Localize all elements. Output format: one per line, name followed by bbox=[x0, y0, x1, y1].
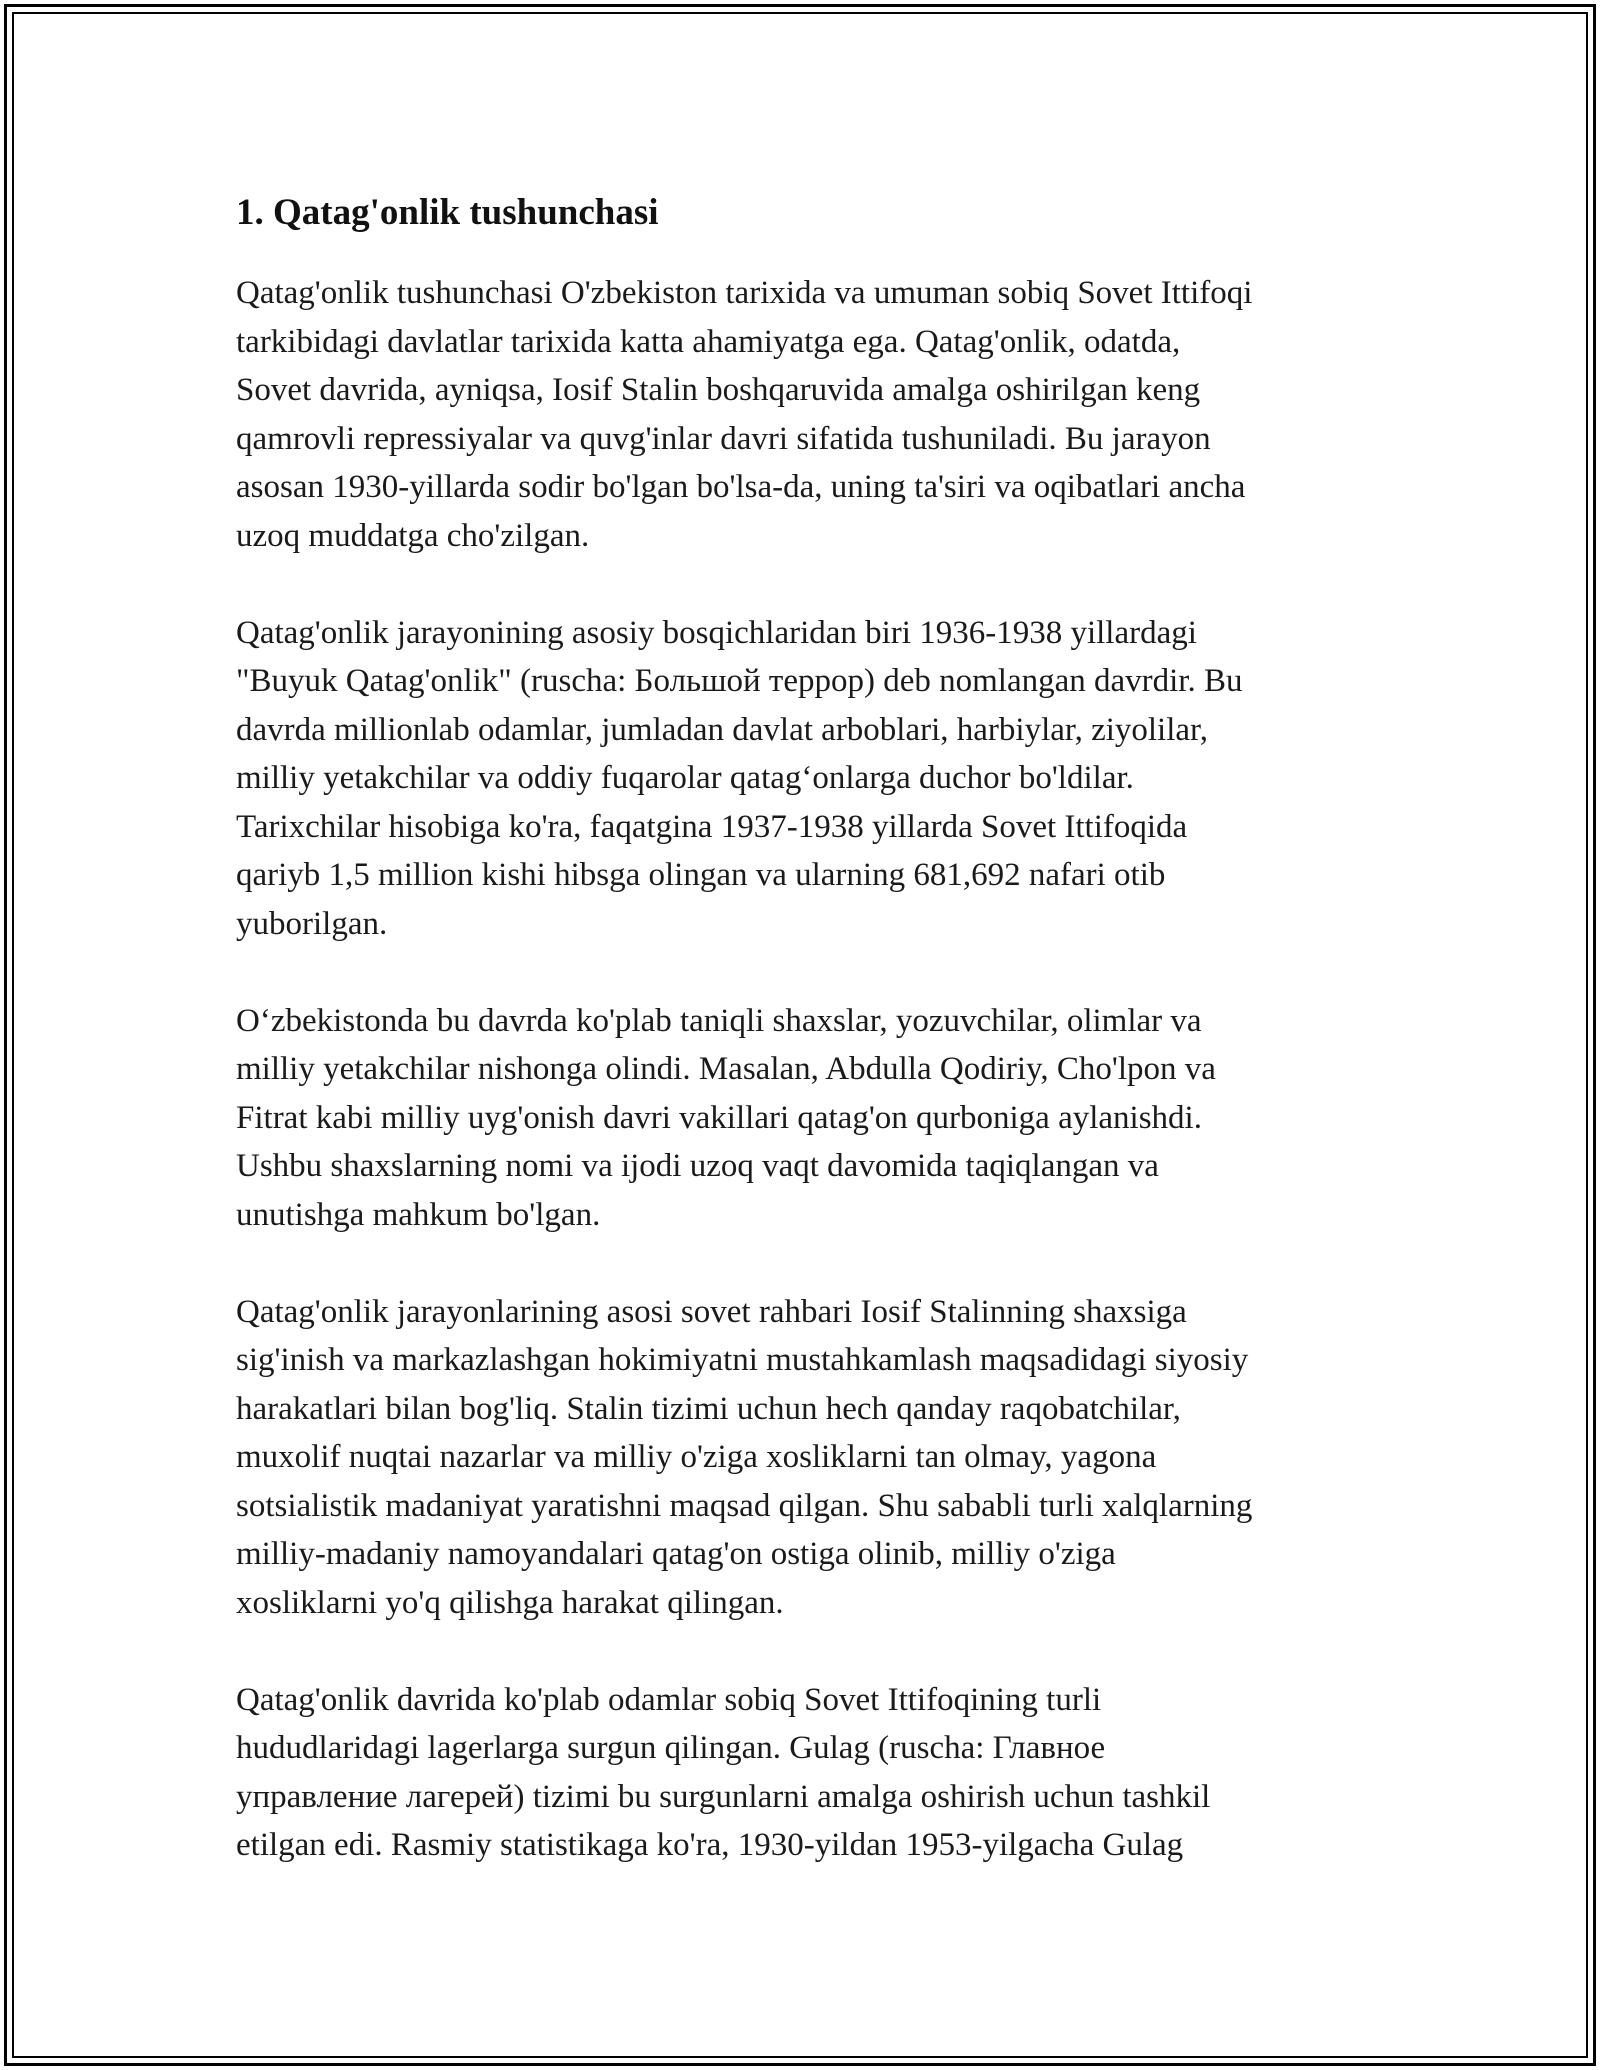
text-line: unutishga mahkum bo'lgan. bbox=[236, 1196, 601, 1233]
text-line: uzoq muddatga cho'zilgan. bbox=[236, 517, 590, 554]
text-line: Sovet davrida, ayniqsa, Iosif Stalin boshqaruvida amalga oshirilgan keng bbox=[236, 372, 1201, 408]
text-line: milliy-madaniy namoyandalari qatag'on ostiga olinib, milliy o'ziga bbox=[236, 1536, 1116, 1572]
text-line: xosliklarni yo'q qilishga harakat qilingan. bbox=[236, 1584, 784, 1621]
text-line: управление лагерей) tizimi bu surgunlarni amalga oshirish uchun tashkil bbox=[236, 1778, 1211, 1815]
text-line: qariyb 1,5 million kishi hibsga olingan va ularning 681,692 nafari otib bbox=[236, 857, 1166, 893]
text-line: Ushbu shaxslarning nomi va ijodi uzoq vaqt davomida taqiqlangan va bbox=[236, 1148, 1159, 1184]
paragraph-5 bbox=[236, 1676, 1376, 1870]
text-line: asosan 1930-yillarda sodir bo'lgan bo'lsa-da, uning ta'siri va oqibatlari ancha bbox=[236, 469, 1246, 505]
paragraph-3 bbox=[236, 997, 1376, 1240]
text-line: O‘zbekistonda bu davrda ko'plab taniqli shaxslar, yozuvchilar, olimlar va bbox=[236, 1002, 1202, 1039]
text-line: milliy yetakchilar nishonga olindi. Masalan, Abdulla Qodiriy, Cho'lpon va bbox=[236, 1051, 1216, 1087]
text-line: davrda millionlab odamlar, jumladan davlat arboblari, harbiylar, ziyolilar, bbox=[236, 711, 1208, 748]
text-line: qamrovli repressiyalar va quvg'inlar davri sifatida tushuniladi. Bu jarayon bbox=[236, 420, 1211, 457]
text-line: muxolif nuqtai nazarlar va milliy o'ziga xosliklarni tan olmay, yagona bbox=[236, 1439, 1157, 1475]
text-line: hududlaridagi lagerlarga surgun qilingan. Gulag (ruscha: Главное bbox=[236, 1730, 1106, 1766]
section-heading: 1. Qatag'onlik tushunchasi bbox=[236, 192, 659, 233]
paragraph-2 bbox=[236, 609, 1376, 949]
text-line: "Buyuk Qatag'onlik" (ruscha: Большой террор) deb nomlangan davrdir. Bu bbox=[236, 663, 1243, 699]
text-line: Tarixchilar hisobiga ko'ra, faqatgina 1937-1938 yillarda Sovet Ittifoqida bbox=[236, 808, 1188, 845]
text-line: sig'inish va markazlashgan hokimiyatni mustahkamlash maqsadidagi siyosiy bbox=[236, 1342, 1249, 1378]
text-line: Fitrat kabi milliy uyg'onish davri vakillari qatag'on qurboniga aylanishdi. bbox=[236, 1099, 1202, 1136]
paragraph-1 bbox=[236, 269, 1376, 560]
text-line: Qatag'onlik jarayonlarining asosi sovet rahbari Iosif Stalinning shaxsiga bbox=[236, 1293, 1187, 1330]
text-line: harakatlari bilan bog'liq. Stalin tizimi uchun hech qanday raqobatchilar, bbox=[236, 1390, 1181, 1427]
text-line: milliy yetakchilar va oddiy fuqarolar qatag‘onlarga duchor bo'ldilar. bbox=[236, 760, 1134, 796]
text-line: etilgan edi. Rasmiy statistikaga ko'ra, 1930-yildan 1953-yilgacha Gulag bbox=[236, 1827, 1184, 1863]
paragraph-4 bbox=[236, 1288, 1376, 1628]
text-line: Qatag'onlik tushunchasi O'zbekiston tarixida va umuman sobiq Sovet Ittifoqi bbox=[236, 275, 1253, 311]
text-line: sotsialistik madaniyat yaratishni maqsad qilgan. Shu sababli turli xalqlarning bbox=[236, 1487, 1253, 1524]
text-line: yuborilgan. bbox=[236, 905, 388, 942]
document-body bbox=[236, 185, 1386, 1918]
text-line: Qatag'onlik davrida ko'plab odamlar sobiq Sovet Ittifoqining turli bbox=[236, 1681, 1102, 1718]
text-line: tarkibidagi davlatlar tarixida katta ahamiyatga ega. Qatag'onlik, odatda, bbox=[236, 323, 1181, 360]
text-line: Qatag'onlik jarayonining asosiy bosqichlaridan biri 1936-1938 yillardagi bbox=[236, 614, 1197, 651]
